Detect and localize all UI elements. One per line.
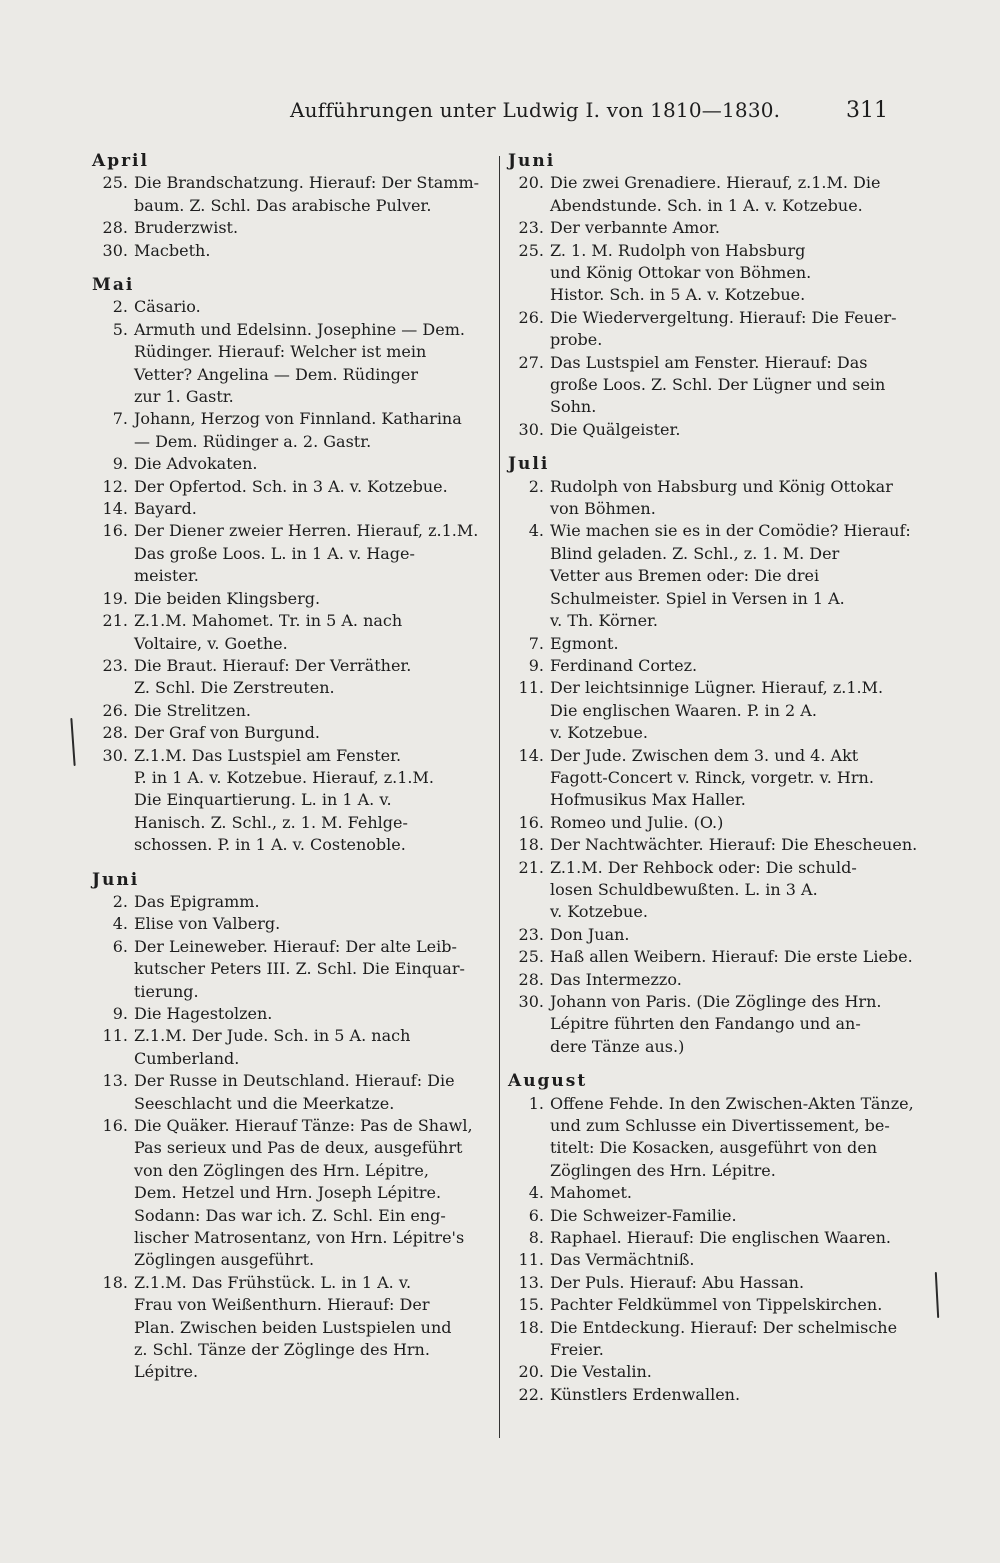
entry-text — [134, 172, 492, 217]
performance-entry — [508, 217, 910, 239]
performance-entry — [508, 745, 910, 812]
entry-day: 12. — [102, 476, 128, 496]
entry-line: Das große Loos. L. in 1 A. v. Hage- — [134, 543, 415, 563]
performance-entry — [92, 913, 492, 935]
performance-entry — [508, 1272, 910, 1294]
entry-line: Zöglingen ausgeführt. — [134, 1250, 315, 1270]
entry-line: titelt: Die Kosacken, ausgeführt von den — [550, 1138, 878, 1158]
entry-line: Der Diener zweier Herren. Hierauf, z.1.M. — [134, 521, 479, 541]
entry-text — [134, 520, 492, 587]
performance-entry — [508, 857, 910, 924]
entry-day: 4. — [528, 1183, 544, 1203]
entry-day: 28. — [102, 723, 128, 743]
entry-line: Egmont. — [550, 633, 619, 653]
entry-day: 4. — [528, 521, 544, 541]
performance-entry — [92, 655, 492, 700]
entry-line: Cäsario. — [134, 297, 201, 317]
entry-day: 14. — [102, 499, 128, 519]
entry-line: v. Kotzebue. — [550, 902, 648, 922]
entry-line: Der Jude. Zwischen dem 3. und 4. Akt — [550, 745, 859, 765]
entry-line: Die Quälgeister. — [550, 419, 681, 439]
entry-line: Blind geladen. Z. Schl., z. 1. M. Der — [550, 543, 840, 563]
entry-day: 22. — [518, 1384, 544, 1404]
entry-day: 4. — [112, 914, 128, 934]
entry-text — [134, 319, 492, 409]
performance-entry — [92, 1272, 492, 1384]
performance-entry — [508, 419, 910, 441]
entry-day: 23. — [102, 655, 128, 675]
performance-entry — [508, 476, 910, 521]
entry-text — [550, 991, 910, 1058]
entry-text — [550, 857, 910, 924]
entry-day: 30. — [102, 745, 128, 765]
entry-line: v. Kotzebue. — [550, 723, 648, 743]
performance-entry — [92, 319, 492, 409]
entry-line: Die englischen Waaren. P. in 2 A. — [550, 700, 817, 720]
entry-line: Z. Schl. Die Zerstreuten. — [134, 678, 335, 698]
performance-entry — [508, 1249, 910, 1271]
entry-text — [134, 217, 492, 239]
performance-entry — [508, 1317, 910, 1362]
entry-day: 18. — [102, 1272, 128, 1292]
entry-text — [134, 655, 492, 700]
entry-text — [550, 1294, 910, 1316]
entry-line: Plan. Zwischen beiden Lustspielen und — [134, 1317, 452, 1337]
left-column — [92, 150, 492, 1384]
running-head — [0, 98, 1000, 130]
performance-entry — [508, 1093, 914, 1183]
entry-day: 26. — [102, 700, 128, 720]
entry-line: Haß allen Weibern. Hierauf: Die erste Liebe. — [550, 947, 913, 967]
entry-text — [550, 307, 910, 352]
entry-text — [134, 891, 492, 913]
entry-day: 5. — [112, 319, 128, 339]
entry-text — [550, 1227, 910, 1249]
entry-day: 30. — [518, 419, 544, 439]
month-heading: Mai — [92, 275, 135, 296]
entry-day: 2. — [528, 476, 544, 496]
entry-line: Vetter? Angelina — Dem. Rüdinger — [134, 364, 419, 384]
performance-entry — [92, 1003, 492, 1025]
entry-day: 27. — [518, 352, 544, 372]
entry-line: von den Zöglingen des Hrn. Lépitre, — [134, 1160, 429, 1180]
entry-line: Hofmusikus Max Haller. — [550, 790, 746, 810]
month-section — [92, 274, 492, 857]
entry-line: Histor. Sch. in 5 A. v. Kotzebue. — [550, 285, 806, 305]
entry-line: Lépitre. — [134, 1362, 199, 1382]
entry-text — [550, 520, 911, 632]
performance-entry — [508, 655, 910, 677]
entry-text — [550, 1249, 910, 1271]
entry-line: Der verbannte Amor. — [550, 218, 720, 238]
entry-day: 7. — [528, 633, 544, 653]
entry-day: 2. — [112, 297, 128, 317]
entry-day: 6. — [112, 936, 128, 956]
entry-line: Der Leineweber. Hierauf: Der alte Leib- — [134, 936, 457, 956]
entry-line: meister. — [134, 566, 199, 586]
entry-text — [550, 1205, 910, 1227]
entry-day: 16. — [102, 521, 128, 541]
entry-line: Die Hagestolzen. — [134, 1003, 273, 1023]
entry-line: Z.1.M. Der Rehbock oder: Die schuld- — [550, 857, 857, 877]
performance-entry — [508, 812, 910, 834]
performance-entry — [508, 991, 910, 1058]
performance-entry — [508, 834, 918, 856]
entry-line: Die Schweizer-Familie. — [550, 1205, 737, 1225]
entry-day: 30. — [102, 240, 128, 260]
entry-line: Künstlers Erdenwallen. — [550, 1384, 741, 1404]
performance-entry — [508, 969, 910, 991]
entry-day: 30. — [518, 992, 544, 1011]
entry-text — [550, 1361, 910, 1383]
entry-text — [134, 498, 492, 520]
entry-text — [550, 924, 910, 946]
month-heading: April — [92, 151, 149, 171]
margin-pencil-mark-right — [935, 1272, 939, 1318]
performance-entry — [92, 453, 492, 475]
entry-line: Johann, Herzog von Finnland. Katharina — [134, 409, 462, 429]
performance-entry — [92, 476, 492, 498]
entry-day: 20. — [518, 1362, 544, 1382]
month-section — [92, 150, 492, 262]
entry-line: Dem. Hetzel und Hrn. Joseph Lépitre. — [134, 1183, 442, 1203]
performance-entry — [92, 700, 492, 722]
entry-line: Fagott-Concert v. Rinck, vorgetr. v. Hrn. — [550, 767, 874, 787]
entry-text — [134, 240, 492, 262]
entry-text — [550, 419, 910, 441]
entry-day: 16. — [518, 812, 544, 832]
entry-line: Ferdinand Cortez. — [550, 655, 698, 675]
entry-line: tierung. — [134, 981, 199, 1001]
entry-day: 28. — [102, 218, 128, 238]
performance-entry — [508, 1294, 910, 1316]
entry-text — [134, 610, 492, 655]
entry-line: Z. 1. M. Rudolph von Habsburg — [550, 240, 806, 260]
performance-entry — [92, 1070, 492, 1115]
entry-line: Die beiden Klingsberg. — [134, 588, 321, 608]
performance-entry — [92, 296, 492, 318]
entry-line: Die Brandschatzung. Hierauf: Der Stamm- — [134, 173, 480, 193]
entry-line: probe. — [550, 330, 603, 350]
performance-entry — [508, 307, 910, 352]
entry-line: Cumberland. — [134, 1048, 240, 1068]
entry-line: Die Wiedervergeltung. Hierauf: Die Feuer- — [550, 307, 897, 327]
entry-line: Z.1.M. Das Lustspiel am Fenster. — [134, 745, 402, 765]
entry-day: 9. — [528, 655, 544, 675]
entry-line: Wie machen sie es in der Comödie? Hierauf: — [550, 521, 911, 541]
entry-line: Lépitre führten den Fandango und an- — [550, 1014, 861, 1034]
performance-entry — [508, 1182, 910, 1204]
page-number: 311 — [846, 98, 888, 123]
entry-line: Der Puls. Hierauf: Abu Hassan. — [550, 1272, 805, 1292]
performance-entry — [508, 240, 910, 307]
entry-line: Raphael. Hierauf: Die englischen Waaren. — [550, 1228, 891, 1248]
performance-entry — [92, 722, 492, 744]
entry-line: Romeo und Julie. (O.) — [550, 812, 724, 832]
month-heading: August — [508, 1071, 588, 1092]
performance-entry — [92, 1025, 492, 1070]
entry-text — [134, 722, 492, 744]
entry-line: Pachter Feldkümmel von Tippelskirchen. — [550, 1295, 883, 1315]
entry-line: losen Schuldbewußten. L. in 3 A. — [550, 879, 818, 899]
entry-day: 11. — [518, 1250, 544, 1270]
entry-line: Zöglingen des Hrn. Lépitre. — [550, 1160, 776, 1180]
performance-entry — [508, 1384, 910, 1406]
entry-text — [550, 352, 910, 419]
entry-text — [550, 677, 910, 744]
entry-line: Der Graf von Burgund. — [134, 723, 320, 743]
entry-line: Voltaire, v. Goethe. — [134, 633, 288, 653]
performance-entry — [92, 936, 492, 1003]
right-column — [508, 150, 918, 1406]
performance-entry — [92, 1115, 492, 1272]
month-section — [508, 150, 910, 441]
entry-line: Abendstunde. Sch. in 1 A. v. Kotzebue. — [550, 195, 863, 215]
performance-entry — [508, 946, 913, 968]
entry-line: Der Nachtwächter. Hierauf: Die Ehescheuen. — [550, 835, 918, 855]
entry-line: kutscher Peters III. Z. Schl. Die Einquar- — [134, 959, 465, 979]
entry-line: Z.1.M. Der Jude. Sch. in 5 A. nach — [134, 1026, 411, 1046]
performance-entry — [92, 891, 492, 913]
entry-text — [134, 476, 492, 498]
entry-line: Die zwei Grenadiere. Hierauf, z.1.M. Die — [550, 173, 881, 193]
entry-day: 16. — [102, 1116, 128, 1136]
entry-text — [134, 1272, 492, 1384]
entry-line: schossen. P. in 1 A. v. Costenoble. — [134, 835, 406, 855]
entry-line: Das Intermezzo. — [550, 969, 682, 989]
entry-day: 9. — [112, 1003, 128, 1023]
entry-line: Schulmeister. Spiel in Versen in 1 A. — [550, 588, 845, 608]
performance-entry — [508, 1361, 910, 1383]
entry-text — [550, 172, 910, 217]
entry-day: 19. — [102, 588, 128, 608]
running-title: Aufführungen unter Ludwig I. von 1810—1830. — [290, 98, 781, 122]
entry-line: große Loos. Z. Schl. Der Lügner und sein — [550, 375, 886, 395]
entry-line: und König Ottokar von Böhmen. — [550, 263, 812, 283]
margin-pencil-mark-left — [70, 718, 75, 766]
entry-line: Bayard. — [134, 499, 197, 519]
entry-line: Z.1.M. Mahomet. Tr. in 5 A. nach — [134, 611, 403, 631]
month-section — [508, 1070, 914, 1406]
entry-text — [550, 655, 910, 677]
entry-day: 11. — [518, 678, 544, 698]
entry-day: 23. — [518, 218, 544, 238]
entry-line: Z.1.M. Das Frühstück. L. in 1 A. v. — [134, 1272, 412, 1292]
performance-entry — [92, 745, 492, 857]
entry-day: 14. — [518, 745, 544, 765]
entry-text — [134, 588, 492, 610]
entry-line: Pas serieux und Pas de deux, ausgeführt — [134, 1138, 463, 1158]
entry-text — [550, 1182, 910, 1204]
entry-day: 6. — [528, 1205, 544, 1225]
entry-line: Mahomet. — [550, 1183, 633, 1203]
entry-text — [134, 936, 492, 1003]
entry-text — [550, 1317, 910, 1362]
entry-day: 18. — [518, 835, 544, 855]
entry-line: Die Vestalin. — [550, 1362, 652, 1382]
entry-text — [134, 296, 492, 318]
entry-line: Das Lustspiel am Fenster. Hierauf: Das — [550, 352, 868, 372]
entry-line: Seeschlacht und die Meerkatze. — [134, 1093, 395, 1113]
month-heading: Juni — [92, 869, 140, 890]
entry-day: 18. — [518, 1317, 544, 1337]
entry-text — [134, 745, 492, 857]
entry-line: Die Entdeckung. Hierauf: Der schelmische — [550, 1317, 898, 1337]
entry-day: 13. — [102, 1071, 128, 1091]
entry-line: Die Advokaten. — [134, 454, 258, 474]
entry-text — [550, 834, 917, 856]
entry-text — [550, 946, 913, 968]
entry-line: Die Quäker. Hierauf Tänze: Pas de Shawl, — [134, 1116, 473, 1136]
entry-line: Rudolph von Habsburg und König Ottokar — [550, 476, 893, 496]
entry-day: 20. — [518, 173, 544, 193]
entry-line: Elise von Valberg. — [134, 914, 281, 934]
entry-line: Hanisch. Z. Schl., z. 1. M. Fehlge- — [134, 812, 408, 832]
entry-line: Die Strelitzen. — [134, 700, 251, 720]
entry-line: Johann von Paris. (Die Zöglinge des Hrn. — [550, 992, 882, 1011]
entry-line: Offene Fehde. In den Zwischen-Akten Tänze, — [550, 1093, 914, 1113]
entry-line: Sodann: Das war ich. Z. Schl. Ein eng- — [134, 1205, 446, 1225]
entry-day: 8. — [528, 1228, 544, 1248]
entry-day: 2. — [112, 891, 128, 911]
entry-day: 28. — [518, 969, 544, 989]
column-rule — [499, 156, 500, 1438]
entry-day: 25. — [518, 947, 544, 967]
entry-line: und zum Schlusse ein Divertissement, be- — [550, 1116, 890, 1136]
entry-line: zur 1. Gastr. — [134, 387, 234, 407]
entry-text — [134, 1003, 492, 1025]
entry-text — [550, 633, 910, 655]
performance-entry — [92, 172, 492, 217]
performance-entry — [92, 520, 492, 587]
entry-line: P. in 1 A. v. Kotzebue. Hierauf, z.1.M. — [134, 767, 434, 787]
performance-entry — [92, 610, 492, 655]
entry-text — [134, 453, 492, 475]
entry-day: 11. — [102, 1026, 128, 1046]
month-heading: Juni — [508, 151, 556, 171]
entry-text — [134, 1025, 492, 1070]
entry-text — [550, 745, 910, 812]
entry-day: 7. — [112, 409, 128, 429]
entry-line: Freier. — [550, 1340, 604, 1360]
entry-line: von Böhmen. — [550, 499, 656, 519]
entry-text — [550, 1384, 910, 1406]
entry-day: 26. — [518, 307, 544, 327]
entry-line: Der leichtsinnige Lügner. Hierauf, z.1.M. — [550, 678, 884, 698]
entry-line: Don Juan. — [550, 924, 630, 944]
performance-entry — [508, 1227, 910, 1249]
entry-line: Die Braut. Hierauf: Der Verräther. — [134, 655, 412, 675]
entry-line: — Dem. Rüdinger a. 2. Gastr. — [134, 431, 372, 451]
entry-day: 23. — [518, 924, 544, 944]
entry-line: Armuth und Edelsinn. Josephine — Dem. — [134, 319, 465, 339]
performance-entry — [508, 633, 910, 655]
performance-entry — [508, 924, 910, 946]
entry-text — [550, 240, 910, 307]
entry-line: lischer Matrosentanz, von Hrn. Lépitre's — [134, 1228, 465, 1248]
performance-entry — [92, 498, 492, 520]
entry-day: 25. — [518, 240, 544, 260]
performance-entry — [508, 172, 910, 217]
entry-day: 1. — [528, 1093, 544, 1113]
entry-text — [550, 1272, 910, 1294]
entry-line: baum. Z. Schl. Das arabische Pulver. — [134, 195, 432, 215]
entry-line: Vetter aus Bremen oder: Die drei — [550, 566, 820, 586]
entry-line: z. Schl. Tänze der Zöglinge des Hrn. — [134, 1340, 430, 1360]
entry-line: Frau von Weißenthurn. Hierauf: Der — [134, 1295, 430, 1315]
performance-entry — [508, 520, 910, 632]
entry-line: Das Epigramm. — [134, 891, 260, 911]
performance-entry — [508, 1205, 910, 1227]
entry-day: 21. — [518, 857, 544, 877]
entry-line: Das Vermächtniß. — [550, 1250, 695, 1270]
entry-line: Macbeth. — [134, 240, 211, 260]
month-section — [508, 453, 918, 1058]
performance-entry — [92, 240, 492, 262]
month-section — [92, 869, 492, 1384]
performance-entry — [92, 588, 492, 610]
entry-day: 25. — [102, 173, 128, 193]
entry-line: v. Th. Körner. — [550, 611, 659, 631]
entry-line: Sohn. — [550, 397, 597, 417]
entry-text — [134, 1070, 492, 1115]
entry-day: 15. — [518, 1295, 544, 1315]
entry-day: 13. — [518, 1272, 544, 1292]
performance-entry — [508, 677, 910, 744]
entry-line: Bruderzwist. — [134, 218, 239, 238]
entry-text — [550, 217, 910, 239]
performance-entry — [92, 408, 492, 453]
entry-text — [134, 408, 492, 453]
performance-entry — [508, 352, 910, 419]
entry-text — [134, 700, 492, 722]
entry-text — [134, 1115, 492, 1272]
month-heading: Juli — [508, 454, 550, 475]
entry-text — [550, 1093, 914, 1183]
entry-text — [134, 913, 492, 935]
entry-line: Der Russe in Deutschland. Hierauf: Die — [134, 1071, 455, 1091]
entry-line: Der Opfertod. Sch. in 3 A. v. Kotzebue. — [134, 476, 448, 496]
performance-entry — [92, 217, 492, 239]
entry-text — [550, 476, 910, 521]
entry-line: Rüdinger. Hierauf: Welcher ist mein — [134, 342, 427, 362]
entry-day: 9. — [112, 454, 128, 474]
entry-line: dere Tänze aus.) — [550, 1036, 685, 1056]
entry-day: 21. — [102, 611, 128, 631]
entry-text — [550, 812, 910, 834]
entry-line: Die Einquartierung. L. in 1 A. v. — [134, 790, 392, 810]
entry-text — [550, 969, 910, 991]
